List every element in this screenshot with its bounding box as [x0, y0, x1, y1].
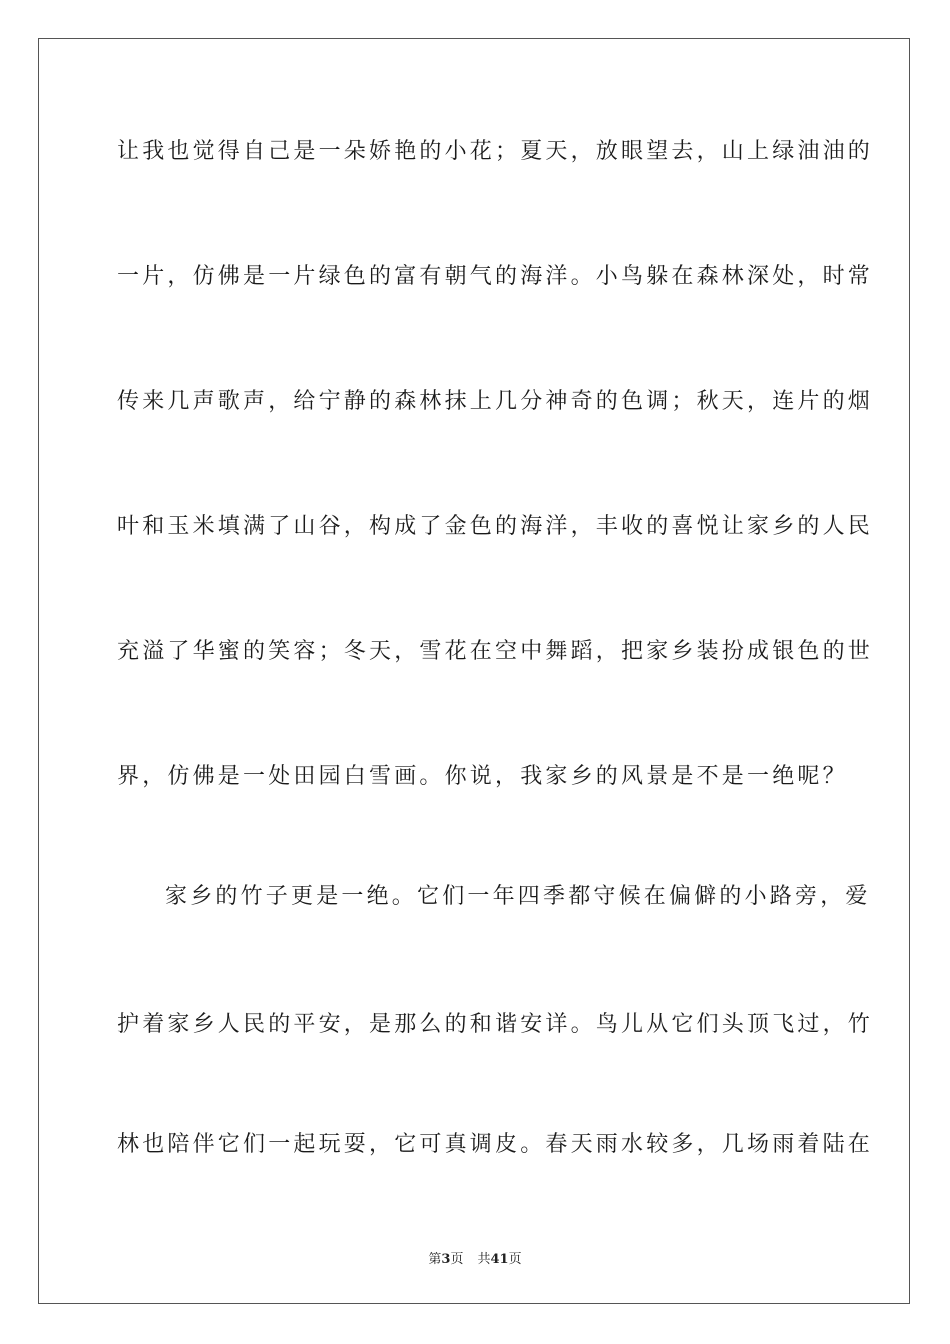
total-prefix: 共 — [477, 1252, 491, 1267]
text-line: 护着家乡人民的平安，是那么的和谐安详。鸟儿从它们头顶飞过，竹 — [117, 1012, 874, 1037]
text-line: 让我也觉得自己是一朵娇艳的小花；夏天，放眼望去，山上绿油油的 — [117, 139, 874, 164]
page-suffix: 页 — [450, 1252, 464, 1267]
page-number: 3 — [441, 1252, 451, 1267]
text-line: 林也陪伴它们一起玩耍，它可真调皮。春天雨水较多，几场雨着陆在 — [117, 1132, 874, 1157]
text-line: 界，仿佛是一处田园白雪画。你说，我家乡的风景是不是一绝呢？ — [117, 764, 848, 789]
total-suffix: 页 — [508, 1252, 522, 1267]
total-pages: 41 — [490, 1252, 509, 1267]
text-line: 传来几声歌声，给宁静的森林抹上几分神奇的色调；秋天，连片的烟 — [117, 389, 874, 414]
text-line: 叶和玉米填满了山谷，构成了金色的海洋，丰收的喜悦让家乡的人民 — [117, 514, 874, 539]
text-line: 充溢了华蜜的笑容；冬天，雪花在空中舞蹈，把家乡装扮成银色的世 — [117, 639, 874, 664]
page-prefix: 第 — [428, 1252, 442, 1267]
text-line: 一片，仿佛是一片绿色的富有朝气的海洋。小鸟躲在森林深处，时常 — [117, 264, 874, 289]
page-border — [38, 38, 910, 1304]
text-line: 家乡的竹子更是一绝。它们一年四季都守候在偏僻的小路旁，爱 — [165, 884, 871, 909]
page-footer — [0, 1248, 950, 1267]
